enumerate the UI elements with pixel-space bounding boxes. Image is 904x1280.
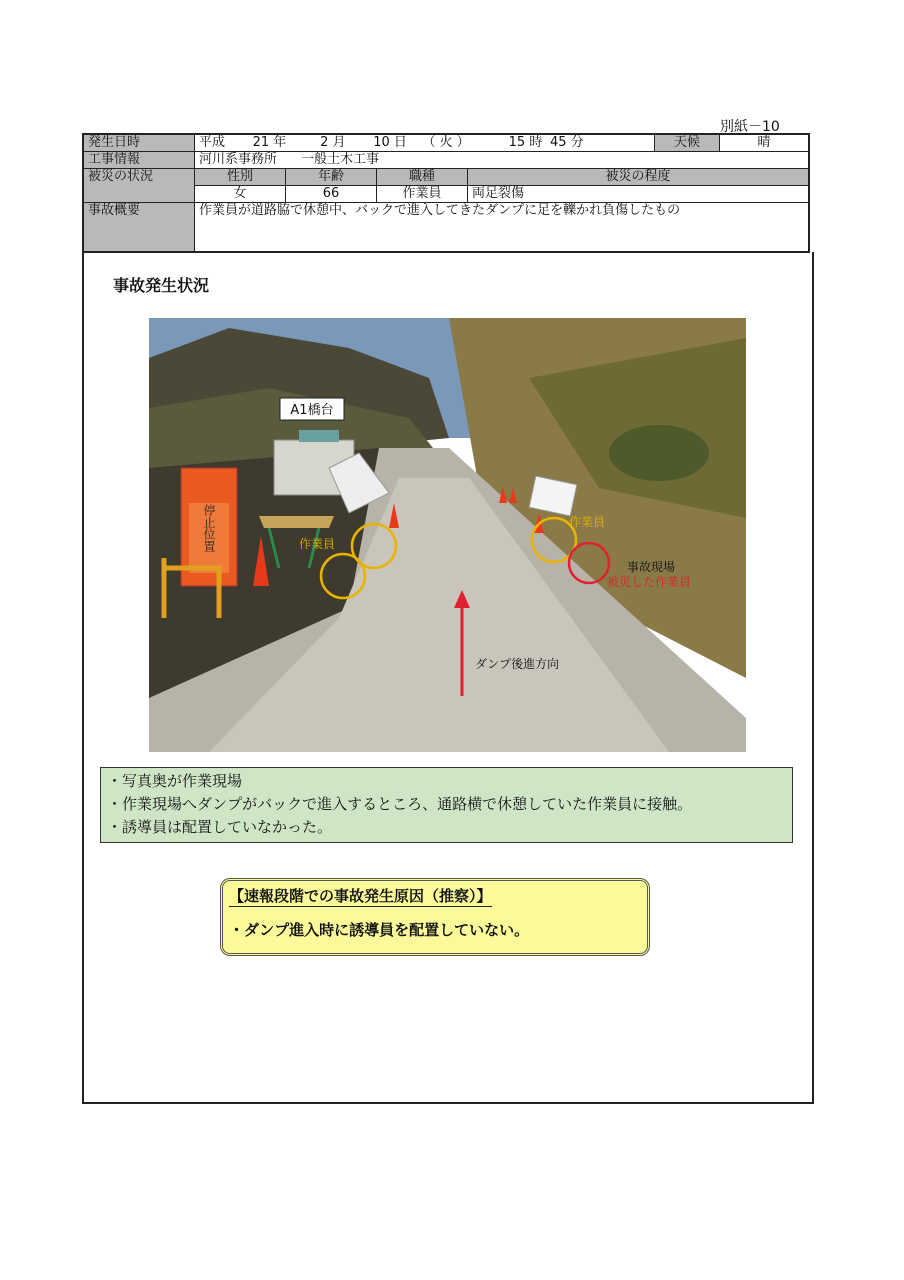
date-label: 発生日時 <box>83 134 195 152</box>
weekday: （ 火 ） <box>422 135 470 150</box>
age-value: 66 <box>286 186 377 203</box>
age-label: 年齢 <box>286 169 377 186</box>
weather-label: 天候 <box>655 134 720 152</box>
cause-box <box>220 878 650 956</box>
injury-label: 被災の程度 <box>468 169 810 186</box>
date-value <box>195 134 655 152</box>
work-value <box>195 152 810 169</box>
cause-item: ・ダンプ進入時に誘導員を配置していない。 <box>229 921 530 939</box>
section-title: 事故発生状況 <box>113 276 210 295</box>
hour: 15 <box>508 135 526 150</box>
job-label: 職種 <box>377 169 468 186</box>
day-unit: 日 <box>393 135 407 150</box>
work-type: 一般土木工事 <box>301 152 380 167</box>
notes-box <box>100 767 793 843</box>
month-unit: 月 <box>332 135 346 150</box>
direction-label: ダンプ後進方向 <box>475 657 560 671</box>
note-item: ・写真奥が作業現場 <box>107 772 243 790</box>
job-value: 作業員 <box>377 186 468 203</box>
victim-header-row <box>83 169 809 186</box>
summary-row <box>83 203 809 253</box>
worker-label-left: 作業員 <box>299 537 336 551</box>
year: 21 <box>252 135 270 150</box>
bridge-label: A1橋台 <box>290 403 334 418</box>
victim-label: 被災した作業員 <box>607 575 692 589</box>
cause-title: 【速報段階での事故発生原因（推察）】 <box>229 887 492 905</box>
injury-value: 両足裂傷 <box>468 186 810 203</box>
summary-label: 事故概要 <box>83 203 195 253</box>
minute-unit: 分 <box>570 135 584 150</box>
sex-label: 性別 <box>195 169 286 186</box>
stop-sign-text: 停止位置 <box>202 504 216 552</box>
worker-label-right: 作業員 <box>569 515 606 529</box>
scene-illustration <box>149 318 746 752</box>
date-row <box>83 134 809 152</box>
weather-value: 晴 <box>720 134 810 152</box>
month: 2 <box>320 135 329 150</box>
summary-value: 作業員が道路脇で休憩中、バックで進入してきたダンプに足を轢かれ負傷したもの <box>195 203 810 253</box>
document-number: 別紙－10 <box>720 119 780 135</box>
era: 平成 <box>199 135 226 150</box>
victim-label: 被災の状況 <box>83 169 195 203</box>
day: 10 <box>373 135 390 150</box>
minute: 45 <box>549 135 567 150</box>
sex-value: 女 <box>195 186 286 203</box>
year-unit: 年 <box>273 135 287 150</box>
accident-scene-photo <box>149 318 746 752</box>
incident-header-table <box>82 133 810 253</box>
hour-unit: 時 <box>529 135 543 150</box>
work-label: 工事情報 <box>83 152 195 169</box>
note-item: ・誘導員は配置していなかった。 <box>107 818 333 836</box>
work-row <box>83 152 809 169</box>
accident-site-label: 事故現場 <box>627 560 676 574</box>
office: 河川系事務所 <box>199 152 278 167</box>
note-item: ・作業現場へダンプがバックで進入するところ、通路横で休憩していた作業員に接触。 <box>107 795 693 813</box>
